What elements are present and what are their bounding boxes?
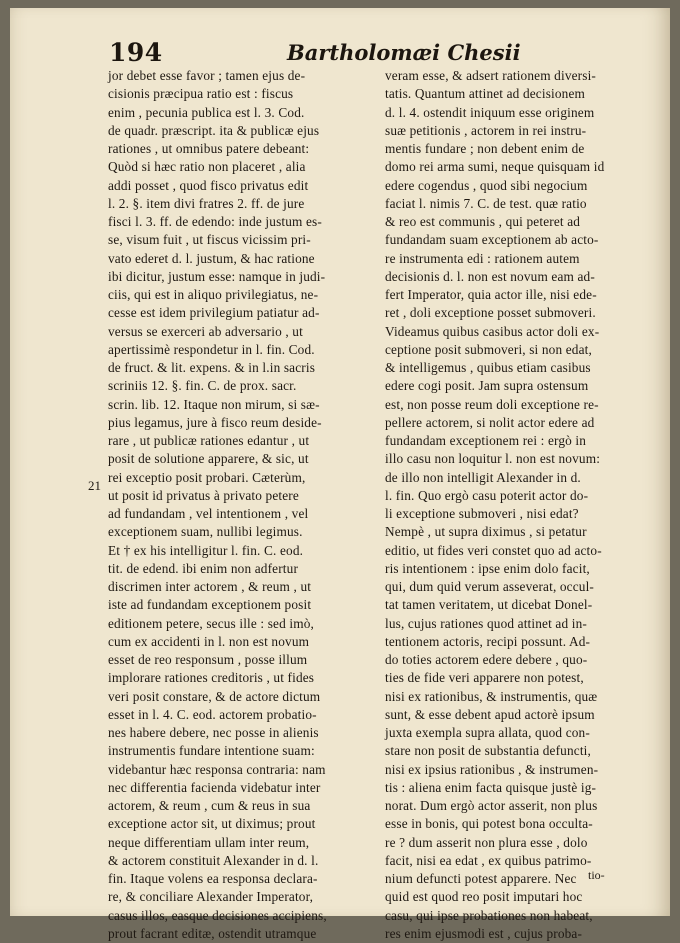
text-line: enim , pecunia publica est l. 3. Cod. bbox=[108, 104, 305, 120]
text-line: lus, cujus rationes quod attinet ad in- bbox=[385, 615, 587, 631]
text-line: ciis, qui est in aliquo privilegiatus, ne- bbox=[108, 287, 319, 302]
text-line: esset de reo responsum , posse illum bbox=[108, 652, 308, 667]
text-line: iste ad fundandam exceptionem posit bbox=[108, 597, 312, 613]
text-line: norat. Dum ergò actor asserit, non plus bbox=[385, 798, 598, 813]
text-line: ut posit id privatus à privato petere bbox=[108, 487, 299, 503]
text-line: nium defuncti potest apparere. Nec bbox=[385, 871, 577, 886]
text-line: fert Imperator, quia actor ille, nisi ede- bbox=[385, 287, 597, 302]
text-line: domo rei arma sumi, neque quisquam id bbox=[385, 159, 605, 175]
text-line: quid est quod reo posit imputari hoc bbox=[385, 889, 583, 905]
text-line: de fruct. & lit. expens. & in l.in sacris bbox=[108, 360, 316, 375]
text-line: cum ex accidenti in l. non est novum bbox=[108, 633, 310, 649]
text-line: tatis. Quantum attinet ad decisionem bbox=[385, 86, 586, 102]
text-line: nes habere debere, nec posse in alienis bbox=[108, 725, 319, 740]
text-line: se, visum fuit , ut fiscus vicissim pri- bbox=[108, 232, 311, 248]
text-line: fisci l. 3. ff. de edendo: inde justum es- bbox=[108, 214, 322, 229]
text-line: rei exceptio posit probari. Cæterùm, bbox=[108, 469, 306, 485]
text-line: addi posset , quod fisco privatus edit bbox=[108, 177, 309, 193]
text-line: & intelligemus , quibus etiam casibus bbox=[385, 360, 591, 375]
text-line: Nempè , ut supra diximus , si petatur bbox=[385, 524, 587, 540]
text-line: res enim ejusmodi est , cujus proba- bbox=[385, 925, 583, 941]
text-line: Videamus quibus casibus actor doli ex- bbox=[385, 323, 600, 339]
text-line: est, non posse reum doli exceptione re- bbox=[385, 396, 599, 412]
text-line: ibi dicitur, justum esse: namque in judi- bbox=[108, 268, 326, 284]
text-line: de quadr. præscript. ita & publicæ ejus bbox=[108, 122, 320, 138]
left-text-column bbox=[108, 67, 360, 943]
text-line: casu, qui ipse probationes non habeat, bbox=[385, 907, 593, 923]
text-line: & reo est communis , qui peteret ad bbox=[385, 214, 581, 229]
text-line: tis : aliena enim facta quisque justè ig- bbox=[385, 779, 597, 795]
text-line: veram esse, & adsert rationem diversi- bbox=[385, 68, 596, 83]
text-line: fundandam exceptionem rei : ergò in bbox=[385, 433, 587, 448]
text-line: nisi ex rationibus, & instrumentis, quæ bbox=[385, 688, 598, 704]
text-line: videbantur hæc responsa contraria: nam bbox=[108, 761, 326, 777]
text-line: discrimen inter actorem , & reum , ut bbox=[108, 579, 312, 594]
text-line: re, & conciliare Alexander Imperator, bbox=[108, 889, 314, 905]
text-line: decisionis d. l. non est novum eam ad- bbox=[385, 268, 595, 284]
text-line: jor debet esse favor ; tamen ejus de- bbox=[108, 68, 306, 83]
text-line: qui, dum quid verum asseverat, occul- bbox=[385, 579, 595, 594]
text-line: ties de fide veri apparere non potest, bbox=[385, 670, 584, 686]
text-line: tit. de edend. ibi enim non adfertur bbox=[108, 560, 299, 576]
text-line: vato ederet d. l. justum, & hac ratione bbox=[108, 250, 315, 266]
text-line: fin. Itaque volens ea responsa declara- bbox=[108, 871, 318, 886]
catchword: tio- bbox=[588, 868, 605, 882]
text-line: l. 2. §. item divi fratres 2. ff. de jure bbox=[108, 195, 305, 211]
text-line: posit de solutione apparere, & sic, ut bbox=[108, 451, 309, 467]
text-line: do toties actorem edere debere , quo- bbox=[385, 652, 588, 667]
text-line: exceptionem suam, nullibi legimus. bbox=[108, 524, 303, 540]
text-line: apertissimè respondetur in l. fin. Cod. bbox=[108, 341, 315, 357]
text-line: ceptione posit submoveri, si non edat, bbox=[385, 341, 592, 357]
page-number: 194 bbox=[109, 38, 163, 67]
right-text-column bbox=[385, 67, 637, 943]
text-line: l. fin. Quo ergò casu poterit actor do- bbox=[385, 487, 589, 503]
text-line: nec differentia facienda videbatur inter bbox=[108, 779, 321, 795]
text-line: illo casu non loquitur l. non est novum: bbox=[385, 451, 601, 467]
text-line: & actorem constituit Alexander in d. l. bbox=[108, 852, 319, 868]
text-line: tentionem actoris, recipi possunt. Ad- bbox=[385, 633, 591, 649]
text-line: pius legamus, jure à fisco reum deside- bbox=[108, 414, 322, 430]
text-line: li exceptione submoveri , nisi edat? bbox=[385, 506, 579, 521]
text-line: prout facrant editæ, ostendit utramque bbox=[108, 925, 317, 941]
text-line: rationes , ut omnibus patere debeant: bbox=[108, 141, 310, 156]
text-line: scriniis 12. §. fin. C. de prox. sacr. bbox=[108, 378, 297, 394]
text-line: instrumentis fundare intentione suam: bbox=[108, 743, 315, 759]
text-line: juxta exempla supra allata, quod con- bbox=[385, 725, 590, 740]
text-line: casus illos, easque decisiones accipiens, bbox=[108, 907, 327, 923]
text-line: neque differentiam ullam inter reum, bbox=[108, 834, 310, 850]
text-line: esse in bonis, qui potest bona occulta- bbox=[385, 816, 593, 832]
text-line: d. l. 4. ostendit iniquum esse originem bbox=[385, 104, 595, 120]
text-line: actorem, & reum , cum & reus in sua bbox=[108, 798, 311, 813]
text-line: editio, ut fides veri constet quo ad acto- bbox=[385, 542, 602, 558]
text-line: re instrumenta edi : rationem autem bbox=[385, 250, 580, 266]
text-line: pellere actorem, si nolit actor edere ad bbox=[385, 414, 595, 430]
text-line: tat tamen veritatem, ut dicebat Donel- bbox=[385, 597, 593, 613]
text-line: exceptione actor sit, ut diximus; prout bbox=[108, 816, 316, 832]
text-line: nisi ex ipsius rationibus , & instrumen- bbox=[385, 761, 599, 777]
text-line: suæ petitionis , actorem in rei instru- bbox=[385, 122, 587, 138]
text-line: rare , ut publicæ rationes edantur , ut bbox=[108, 433, 310, 448]
text-line: versus se exerceri ab adversario , ut bbox=[108, 323, 303, 339]
text-line: scrin. lib. 12. Itaque non mirum, si sæ- bbox=[108, 396, 320, 412]
text-line: mentis fundare ; non debent enim de bbox=[385, 141, 585, 156]
text-line: cesse est idem privilegium patiatur ad- bbox=[108, 305, 320, 321]
text-line: facit, nisi ea edat , ex quibus patrimo- bbox=[385, 852, 592, 868]
text-line: Quòd si hæc ratio non placeret , alia bbox=[108, 159, 306, 175]
text-line: esset in l. 4. C. eod. actorem probatio- bbox=[108, 706, 317, 722]
text-line: re ? dum asserit non plura esse , dolo bbox=[385, 834, 588, 850]
text-line: Et † ex his intelligitur l. fin. C. eod. bbox=[108, 542, 304, 558]
text-line: ret , doli exceptione posset submoveri. bbox=[385, 305, 596, 321]
margin-paragraph-number: 21 bbox=[88, 478, 101, 493]
text-line: stare non posit de substantia defuncti, bbox=[385, 743, 591, 759]
text-line: veri posit constare, & de actore dictum bbox=[108, 688, 321, 704]
text-line: fundandam suam exceptionem ab acto- bbox=[385, 232, 599, 248]
text-line: ris intentionem : ipse enim dolo facit, bbox=[385, 560, 590, 576]
text-line: cisionis præcipua ratio est : fiscus bbox=[108, 86, 294, 102]
text-line: implorare rationes creditoris , ut fides bbox=[108, 670, 315, 686]
text-line: ad fundandam , vel intentionem , vel bbox=[108, 506, 309, 521]
text-line: de illo non intelligit Alexander in d. bbox=[385, 469, 581, 485]
text-line: faciat l. nimis 7. C. de test. quæ ratio bbox=[385, 195, 587, 211]
text-line: edere cogi posit. Jam supra ostensum bbox=[385, 378, 589, 394]
running-title: Bartholomæi Chesii bbox=[287, 40, 521, 65]
text-line: edere cogendus , quod sibi negocium bbox=[385, 177, 588, 193]
text-line: sunt, & esse debent apud actorè ipsum bbox=[385, 706, 595, 722]
text-line: editionem petere, secus ille : sed imò, bbox=[108, 615, 314, 631]
